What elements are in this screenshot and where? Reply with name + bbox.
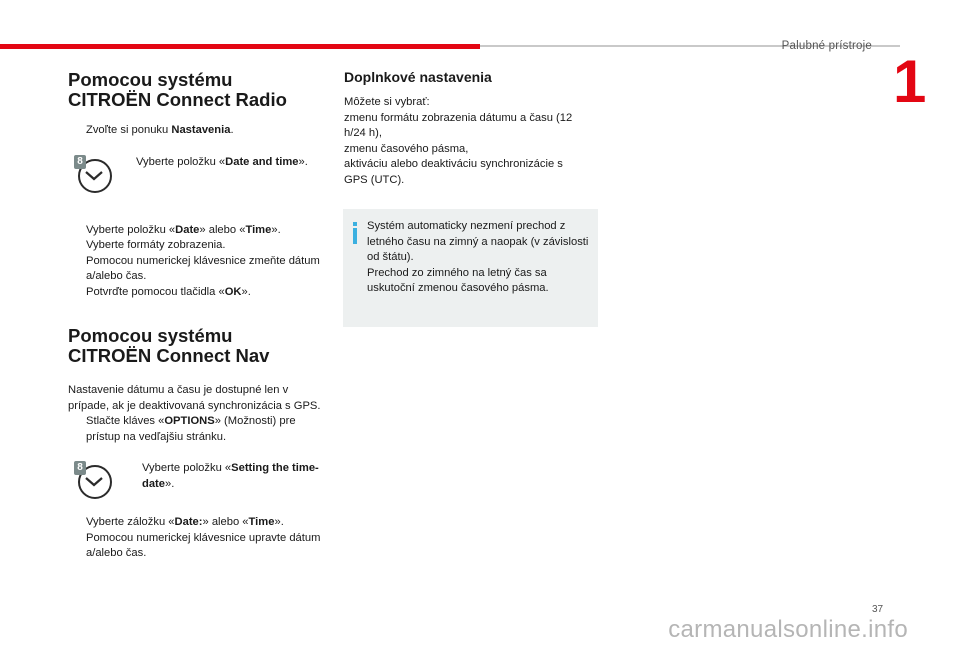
running-header: Palubné prístroje — [781, 40, 872, 52]
left-column — [68, 70, 328, 562]
section-title-extra: Doplnkové nastavenia — [344, 69, 492, 85]
list-item: Pomocou numerickej klávesnice upravte dátum a/alebo čas. — [86, 531, 321, 559]
extra-text: Môžete si vybrať: zmenu formátu zobrazenia dátumu a času (12 h/24 h), zmenu časového pásma, aktiváciu alebo deaktiváciu synchronizácie s GPS (UTC). — [344, 96, 573, 186]
page-number: 37 — [872, 604, 884, 615]
list-item: Vyberte formáty zobrazenia. — [86, 239, 226, 251]
list-item: Potvrďte pomocou tlačidla «OK». — [86, 285, 251, 298]
right-column — [344, 68, 599, 188]
info-icon — [353, 222, 357, 244]
badge-8: 8 — [74, 155, 86, 169]
info-note: Systém automaticky nezmení prechod z letného času na zimný a naopak (v závislosti od štátu). Prechod zo zimného na letný čas sa uskutoční zmenou časového pásma. — [343, 209, 598, 327]
icon-step — [68, 453, 328, 509]
list-item: Vyberte položku «Date and time». — [136, 155, 308, 168]
section-title-nav: Pomocou systému CITROËN Connect Nav — [68, 325, 270, 366]
section-title-radio: Pomocou systému CITROËN Connect Radio — [68, 69, 287, 110]
list-item: Vyberte položku «Date» alebo «Time». — [86, 223, 281, 236]
list-item: Zvoľte si ponuku Nastavenia. — [86, 124, 234, 136]
list-item: Stlačte kláves «OPTIONS» (Možnosti) pre prístup na vedľajšiu stránku. — [86, 415, 296, 443]
badge-8: 8 — [74, 461, 86, 475]
chapter-number: 1 — [893, 48, 927, 115]
nav-intro: Nastavenie dátumu a času je dostupné len v prípade, ak je deaktivovaná synchronizácia s GPS. — [68, 384, 321, 412]
list-item: Vyberte záložku «Date:» alebo «Time». — [86, 516, 284, 528]
header-red-bar — [0, 44, 480, 49]
list-item: Pomocou numerickej klávesnice zmeňte dátum a/alebo čas. — [86, 254, 320, 282]
watermark: carmanualsonline.info — [668, 616, 908, 643]
icon-step — [68, 147, 328, 203]
list-item: Vyberte položku «Setting the time-date». — [142, 462, 319, 490]
settings-dial-icon — [74, 155, 114, 195]
settings-dial-icon — [74, 461, 114, 501]
